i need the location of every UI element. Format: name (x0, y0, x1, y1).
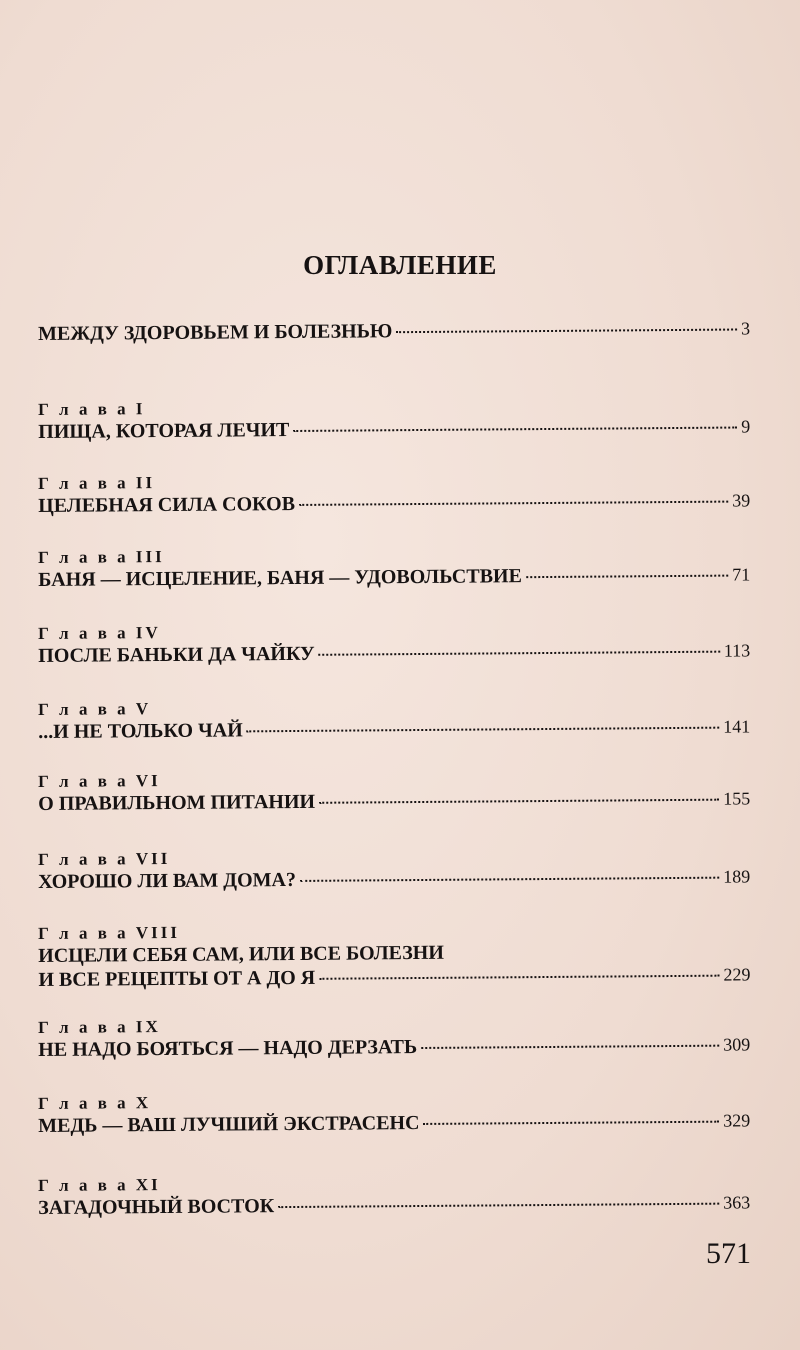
toc-title: ПИЩА, КОТОРАЯ ЛЕЧИТ (38, 419, 290, 443)
toc-row (38, 714, 750, 744)
toc-row (38, 488, 750, 518)
chapter-label: Г л а в а IV (38, 623, 161, 643)
toc-title: О ПРАВИЛЬНОМ ПИТАНИИ (38, 790, 316, 815)
toc-row (38, 638, 750, 668)
toc-row (38, 1108, 750, 1138)
toc-entry-chapter-8 (38, 918, 751, 992)
toc-entry-chapter-1 (38, 394, 750, 444)
toc-entry-chapter-4 (38, 618, 750, 668)
chapter-label: Г л а в а X (38, 1093, 152, 1113)
toc-title: ЗАГАДОЧНЫЙ ВОСТОК (38, 1195, 275, 1219)
chapter-label: Г л а в а I (38, 399, 146, 419)
toc-title: ...И НЕ ТОЛЬКО ЧАЙ (38, 719, 243, 743)
toc-row (38, 1190, 750, 1220)
toc-entry-chapter-7 (38, 844, 750, 894)
dot-leader (300, 877, 719, 882)
toc-entry-chapter-9 (38, 1012, 750, 1062)
page-title: ОГЛАВЛЕНИЕ (303, 250, 497, 280)
toc-title: БАНЯ — ИСЦЕЛЕНИЕ, БАНЯ — УДОВОЛЬСТВИЕ (38, 565, 522, 591)
dot-leader (319, 651, 720, 656)
chapter-label: Г л а в а II (38, 473, 156, 493)
toc-row (38, 1032, 750, 1062)
toc-row (38, 962, 750, 992)
toc-entry-chapter-10 (38, 1088, 750, 1138)
toc-page-number: 229 (723, 964, 751, 985)
toc-page-number: 141 (723, 716, 751, 737)
toc-entry-chapter-2 (38, 468, 750, 518)
chapter-label: Г л а в а IX (38, 1017, 161, 1037)
dot-leader (421, 1045, 719, 1049)
toc-entry-chapter-6 (38, 766, 750, 816)
toc-page-number: 71 (732, 564, 751, 585)
toc-entry-intro (38, 316, 750, 346)
toc-title: МЕДЬ — ВАШ ЛУЧШИЙ ЭКСТРАСЕНС (38, 1112, 420, 1137)
toc-title: ХОРОШО ЛИ ВАМ ДОМА? (38, 868, 296, 893)
dot-leader (278, 1203, 719, 1208)
toc-title: И ВСЕ РЕЦЕПТЫ ОТ А ДО Я (38, 966, 316, 991)
dot-leader (424, 1121, 720, 1125)
toc-page-number: 363 (723, 1192, 751, 1213)
toc-page-number: 113 (723, 640, 751, 661)
toc-title: ЦЕЛЕБНАЯ СИЛА СОКОВ (38, 492, 296, 517)
chapter-label: Г л а в а III (38, 547, 165, 567)
chapter-label: Г л а в а VII (38, 848, 171, 869)
toc-row (38, 414, 750, 444)
chapter-label: Г л а в а VIII (38, 922, 181, 943)
dot-leader (299, 501, 728, 506)
chapter-label: Г л а в а VI (38, 771, 161, 791)
toc-page-number: 39 (732, 490, 751, 511)
toc-entry-chapter-11 (38, 1170, 750, 1220)
toc-row (38, 864, 750, 894)
folio-page-number: 571 (706, 1237, 751, 1270)
toc-title-line: ИСЦЕЛИ СЕБЯ САМ, ИЛИ ВСЕ БОЛЕЗНИ (38, 941, 444, 967)
toc-entry-chapter-5 (38, 694, 750, 744)
toc-page-number: 9 (741, 416, 751, 437)
dot-leader (526, 575, 728, 579)
toc-row (38, 316, 750, 346)
dot-leader (293, 427, 737, 432)
toc-row (38, 562, 750, 592)
dot-leader (396, 329, 737, 334)
toc-title: НЕ НАДО БОЯТЬСЯ — НАДО ДЕРЗАТЬ (38, 1036, 418, 1061)
toc-entry-chapter-3 (38, 542, 750, 592)
dot-leader (247, 727, 720, 733)
chapter-label: Г л а в а V (38, 699, 152, 719)
dot-leader (319, 799, 719, 804)
toc-page-number: 189 (723, 866, 751, 887)
toc-title: МЕЖДУ ЗДОРОВЬЕМ И БОЛЕЗНЬЮ (38, 320, 393, 345)
toc-page-number: 155 (723, 788, 751, 809)
toc-page-number: 309 (723, 1034, 751, 1055)
toc-title: ПОСЛЕ БАНЬКИ ДА ЧАЙКУ (38, 642, 315, 667)
toc-row (38, 786, 750, 816)
toc-page-number: 3 (740, 318, 751, 339)
dot-leader (319, 975, 719, 980)
chapter-label: Г л а в а XI (38, 1175, 161, 1195)
toc-page-number: 329 (723, 1110, 751, 1131)
